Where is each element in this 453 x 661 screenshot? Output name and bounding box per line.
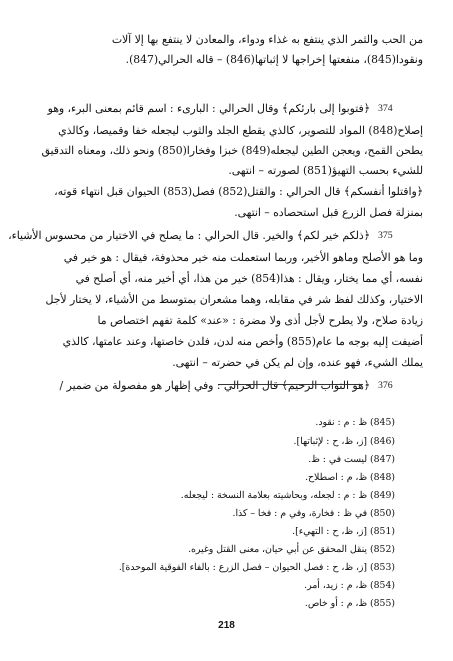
footnote: (847) ليست في : ظ. (308, 454, 395, 465)
text-line: الاختيار، وكذلك لفظ شر في مقابله، وهما مشعران بمتوسط من الأشياء، لا يختار لأجل (45, 293, 423, 306)
footnote: (852) ينقل المحقق عن أبي حيان، معنى القتل وغيره. (188, 544, 395, 555)
verse-number: 376 (378, 380, 393, 391)
text-line: للشيء بحسب التهيؤ(851) لصورته – انتهى. (228, 164, 423, 177)
text-line: ﴿واقتلوا أنفسكم﴾ قال الحرالي : والقتل(852) فصل(853) الحيوان قبل انتهاء قوته، (54, 185, 423, 198)
text-line: ﴿ذلكم خير لكم﴾ والخير. قال الحرالي : ما يصلح في الاختيار من محسوس الأشياء، (8, 229, 370, 242)
footnote: (855) ظ، م : أو خاص. (304, 598, 395, 609)
text-line: ﴿فتوبوا إلى بارئكم﴾ وقال الحرالي : البارىء : اسم قائم بمعنى البرء، وهو (47, 102, 370, 115)
text-line: وما هو الأصلح وماهو الأخير، وربما استعملت منه خير محذوفة، فيقال : هو خير في (63, 251, 423, 264)
text-line: من الحب والثمر الذي ينتفع به غذاء ودواء، والمعادن لا ينتفع بها إلا آلات (111, 33, 423, 46)
text-line: زيادة صلاح، ولا يطرح لأجل أذى ولا مضرة : «عند» كلمة تفهم اختصاص ما (97, 314, 423, 327)
page-number: 218 (218, 620, 235, 631)
text-line: نفسه، أي مما يختار، ويقال : هذا(854) خير من هذا، أي أخير منه، أي أصلح في (75, 272, 423, 285)
text-line: يملك الشيء، فهو عنده، وإن لم يكن في حضرته – انتهى. (172, 356, 423, 369)
verse-number: 375 (378, 230, 393, 241)
footnote: (854) ظ، م : زيد، أمر. (304, 580, 395, 591)
footnote-divider (218, 384, 363, 385)
footnote: (853) [ز، ظ، ح : فصل الحيوان – فصل الزرع : بالفاء الفوقية الموحدة]. (118, 562, 395, 573)
footnote: (850) في ظ : فخارة، وفي م : فخا – كذا. (232, 508, 395, 519)
text-line: بمنزلة فصل الزرع قبل استحصاده – انتهى. (234, 206, 423, 219)
text-line: ونقودا(845)، منفعتها إخراجها لا إثباتها(846) – قاله الحرالي(847). (125, 53, 423, 66)
verse-number: 374 (378, 103, 393, 114)
footnote: (845) ظ : م : نقود. (315, 417, 395, 428)
text-line: يطحن القمح، ويعجن الطين ليجعله(849) خبزا وفخارا(850) ونحو ذلك، ومعناه التدقيق (41, 144, 423, 157)
footnote: (849) ظ : م : لجعله، وبحاشيته بعلامة النسخة : ليجعله. (180, 490, 395, 501)
footnote: (848) ظ، م : اصطلاح. (305, 472, 395, 483)
text-line: ﴿هو التواب الرحيم﴾ قال الحرالي : وفي إظهار هو مفصولة من ضمير / (59, 379, 370, 392)
text-line: أضيفت إليه بوجه ما عام(855) وأخص منه لدن، فلدن خاصتها، وعند عامتها، كالذي (62, 335, 423, 348)
text-line: إصلاح(848) المواد للتصوير، كالذي يقطع الجلد والثوب ليجعله خفا وقميصا، وكالذي (58, 124, 423, 137)
footnote: (846) [ز، ظ، ح : لإثباتها]. (293, 436, 395, 447)
footnote: (851) [ز، ظ، ح : التهيء]. (292, 526, 395, 537)
